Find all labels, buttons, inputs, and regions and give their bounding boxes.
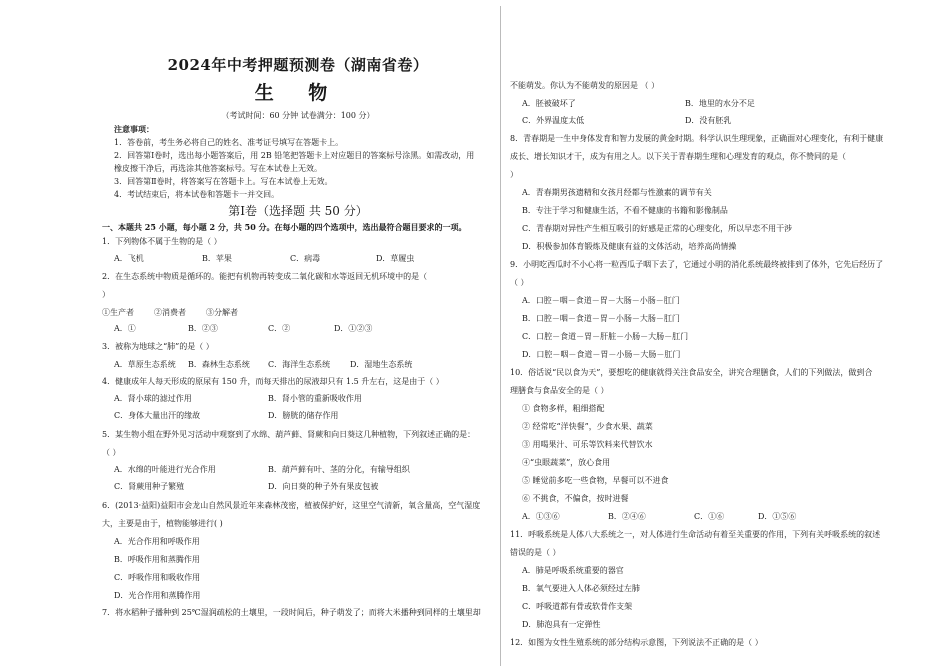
item: ② 经常吃“洋快餐”，少食水果、蔬菜: [522, 422, 653, 431]
option: A．青春期男孩遗精和女孩月经都与性激素的调节有关: [522, 188, 712, 197]
option: C．海洋生态系统: [268, 360, 331, 369]
question-8-cont: 成长、增长知识才干，成为有用之人。以下关于青春期生理和心理发育的观点，你不赞同的是（: [510, 152, 846, 161]
option: B．地里的水分不足: [685, 99, 755, 108]
item: ④“虫眼蔬菜”，放心食用: [522, 458, 611, 467]
question-10: 10．俗话说“民以食为天”，要想吃的健康就得关注食品安全，讲究合理膳食，人们的下列做法，做到合: [510, 368, 873, 377]
exam-info: （考试时间：60 分钟 试卷满分：100 分）: [221, 111, 375, 120]
option: A．肺是呼吸系统重要的器官: [522, 566, 624, 575]
question-11: 11．呼吸系统是人体八大系统之一，对人体进行生命活动有着至关重要的作用，下列有关呼吸系统的叙述: [510, 530, 881, 539]
option: C．呼吸道都有骨或软骨作支架: [522, 602, 633, 611]
option: D．草履虫: [376, 254, 415, 263]
option: B．②③: [188, 324, 218, 333]
option: C．呼吸作用和吸收作用: [114, 573, 201, 582]
question-1: 1．下列物体不属于生物的是（ ）: [102, 237, 222, 246]
option: A．光合作用和呼吸作用: [114, 537, 200, 546]
option: C．外界温度太低: [522, 116, 585, 125]
item: ③ 用喝果汁、可乐等饮料来代替饮水: [522, 440, 653, 449]
option: A．①③⑥: [522, 512, 560, 521]
option: A．口腔－咽－食道－胃－大肠－小肠－肛门: [522, 296, 680, 305]
option: D．①⑤⑥: [758, 512, 797, 521]
option: D．湿地生态系统: [350, 360, 413, 369]
option: B．呼吸作用和蒸腾作用: [114, 555, 200, 564]
note-item: 橡皮擦干净后，再选涂其他答案标号。写在本试卷上无效。: [114, 164, 322, 173]
option: B．口腔－咽－食道－胃－小肠－大肠－肛门: [522, 314, 680, 323]
option: D．光合作用和蒸腾作用: [114, 591, 201, 600]
note-item: 4．考试结束后，将本试卷和答题卡一并交回。: [114, 190, 280, 199]
item: ②消费者: [154, 308, 186, 317]
option: D．口腔－咽－食道－胃－小肠－大肠－肛门: [522, 350, 681, 359]
option: C．①⑥: [694, 512, 725, 521]
item: ③分解者: [206, 308, 238, 317]
note-item: 1．答卷前，考生务必将自己的姓名、准考证号填写在答题卡上。: [114, 138, 344, 147]
option: D．肺泡具有一定弹性: [522, 620, 601, 629]
option: A．①: [114, 324, 136, 333]
question-9: 9．小明吃西瓜时不小心将一粒西瓜子咽下去了，它通过小明的消化系统最终被排到了体外，它先后经历了: [510, 260, 884, 269]
question-5: 5．某生物小组在野外见习活动中观察到了水绵、葫芦藓、肾蕨和向日葵这几种植物，下列叙述正确的是：: [102, 430, 476, 439]
section-title: 第Ⅰ卷（选择题 共 50 分）: [228, 204, 368, 218]
option: B．葫芦藓有叶、茎的分化，有输导组织: [268, 465, 410, 474]
question-7-cont: 不能萌发。你认为不能萌发的原因是 （ ）: [510, 81, 660, 90]
question-11-cont: 错误的是（ ）: [510, 548, 561, 557]
question-5-cont: （ ）: [102, 448, 121, 457]
option: D．没有胚乳: [685, 116, 732, 125]
question-6-cont: 大，主要是由于，植物能够进行( ): [102, 519, 223, 528]
option: B．②④⑥: [608, 512, 646, 521]
item: ⑥ 不挑食，不偏食，按时进餐: [522, 494, 629, 503]
option: D．膀胱的储存作用: [268, 411, 339, 420]
notes-heading: 注意事项：: [114, 124, 154, 134]
option: B．森林生态系统: [188, 360, 250, 369]
option: A．水绵的叶能进行光合作用: [114, 465, 216, 474]
note-item: 3．回答第Ⅱ卷时，将答案写在答题卡上。写在本试卷上无效。: [114, 177, 333, 186]
question-12: 12．如图为女性生殖系统的部分结构示意图，下列说法不正确的是（ ）: [510, 638, 763, 647]
column-divider: [500, 6, 501, 666]
item: ⑤ 睡觉前多吃一些食物，早餐可以不进食: [522, 476, 669, 485]
subject-title: 生 物: [254, 82, 342, 104]
option: C．青春期对异性产生相互吸引的好感是正常的心理变化，所以早恋不用干涉: [522, 224, 793, 233]
option: D．①②③: [334, 324, 373, 333]
option: C．身体大量出汗的缘故: [114, 411, 201, 420]
option: D．向日葵的种子外有果皮包被: [268, 482, 379, 491]
option: B．专注于学习和健康生活，不看不健康的书籍和影像制品: [522, 206, 728, 215]
question-9-cont: （ ）: [510, 278, 529, 287]
option: B．氧气要进入人体必须经过左肺: [522, 584, 640, 593]
option: C．肾蕨用种子繁殖: [114, 482, 185, 491]
note-item: 2．回答第Ⅰ卷时，选出每小题答案后，用 2B 铅笔把答题卡上对应题目的答案标号涂黑。如需改动，用: [114, 151, 475, 160]
option: B．肾小管的重新吸收作用: [268, 394, 362, 403]
section-instruction: 一、本题共 25 小题，每小题 2 分，共 50 分。在每小题的四个选项中，选出最符合题目要求的一项。: [102, 222, 467, 232]
option: A．肾小球的滤过作用: [114, 394, 192, 403]
item: ① 食物多样，粗细搭配: [522, 404, 605, 413]
option: A．草原生态系统: [114, 360, 176, 369]
option: C．病毒: [290, 254, 321, 263]
question-10-cont: 理膳食与食品安全的是（ ）: [510, 386, 609, 395]
question-8-cont: ）: [510, 170, 518, 179]
question-7: 7．将水稻种子播种到 25℃湿润疏松的土壤里，一段时间后，种子萌发了；而将大米播种到同样的土壤里却: [102, 608, 481, 617]
question-4: 4．健康成年人每天形成的原尿有 150 升，而每天排出的尿液却只有 1.5 升左右，这是由于（ ）: [102, 377, 444, 386]
question-2: 2．在生态系统中物质是循环的。能把有机物再转变成二氧化碳和水等返回无机环境中的是（: [102, 272, 428, 281]
option: A．飞机: [114, 254, 144, 263]
question-6: 6．(2013·益阳)益阳市会龙山自然风景近年来森林茂密，植被保护好，这里空气清新，氧含量高，空气湿度: [102, 501, 481, 510]
question-8: 8．青春期是一生中身体发育和智力发展的黄金时期。科学认识生理现象，正确面对心理变化，有利于健康: [510, 134, 884, 143]
option: C．口腔－食道－胃－肝脏－小肠－大肠－肛门: [522, 332, 689, 341]
question-2-cont: ）: [102, 290, 110, 299]
question-3: 3．被称为地球之“肺”的是（ ）: [102, 342, 214, 351]
option: B．苹果: [202, 254, 232, 263]
option: A．胚被破坏了: [522, 99, 576, 108]
option: C．②: [268, 324, 291, 333]
item: ①生产者: [102, 308, 134, 317]
option: D．积极参加体育锻炼及健康有益的文体活动，培养高尚情操: [522, 242, 737, 251]
exam-title: 2024年中考押题预测卷（湖南省卷）: [167, 56, 429, 74]
